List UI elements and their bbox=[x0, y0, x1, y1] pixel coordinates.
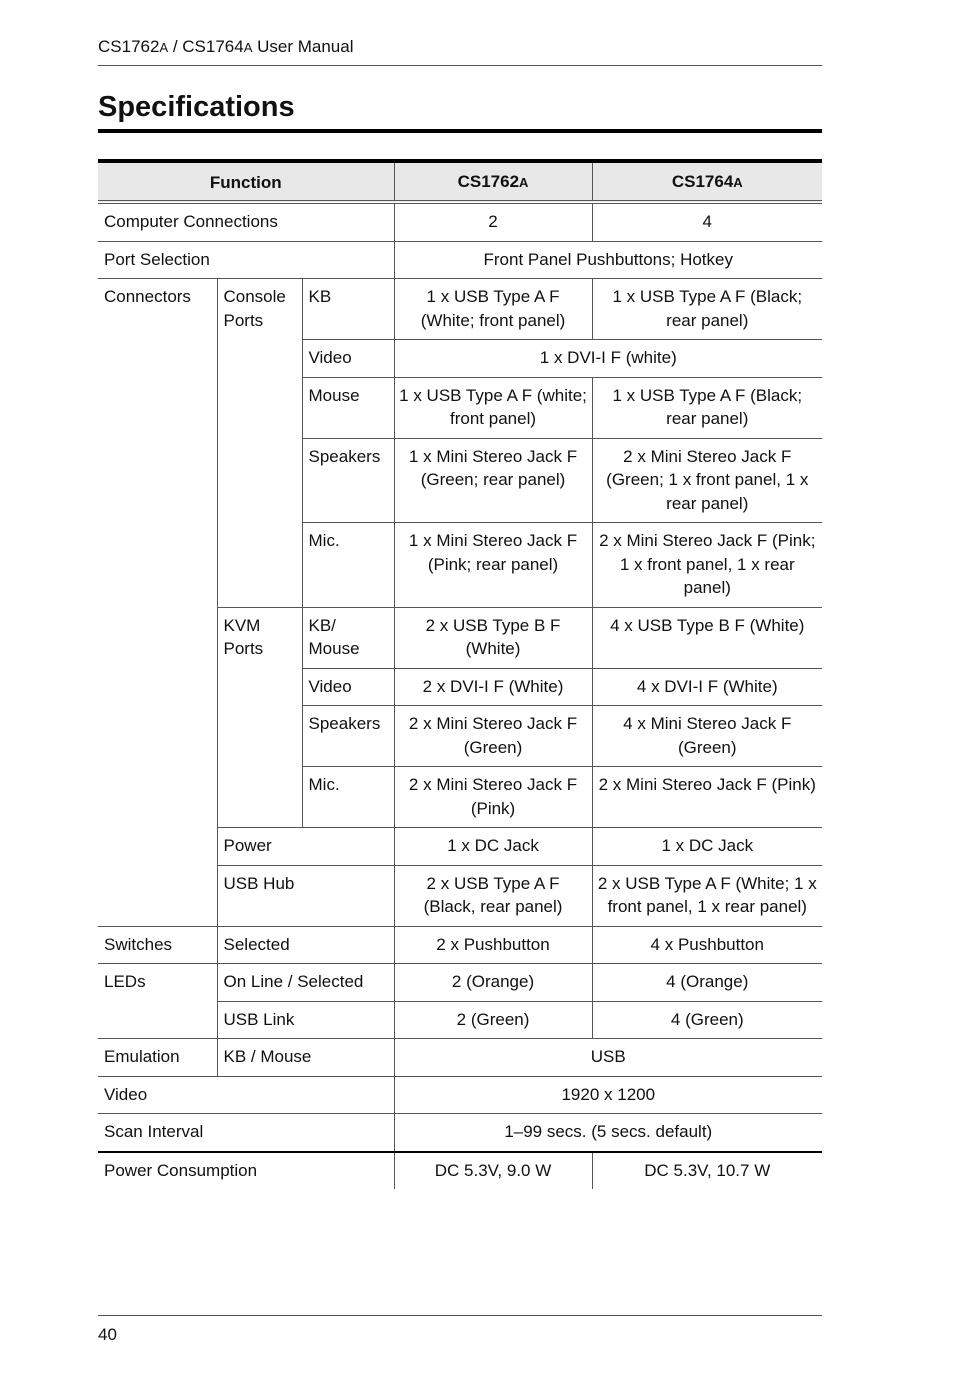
header-model-a: CS1762 bbox=[98, 37, 160, 56]
cell-port-selection: Front Panel Pushbuttons; Hotkey bbox=[394, 241, 822, 279]
cell-console-speakers-b: 2 x Mini Stereo Jack F (Green; 1 x front panel, 1 x rear panel) bbox=[592, 438, 822, 523]
cell-usb-hub-b: 2 x USB Type A F (White; 1 x front panel, 1 x rear panel) bbox=[592, 865, 822, 926]
table-row bbox=[98, 202, 822, 241]
cell-video: 1920 x 1200 bbox=[394, 1076, 822, 1114]
cell-usb-hub-a: 2 x USB Type A F (Black, rear panel) bbox=[394, 865, 592, 926]
cell-kvm-speakers-b: 4 x Mini Stereo Jack F (Green) bbox=[592, 706, 822, 767]
table-row bbox=[98, 964, 822, 1002]
header-cs1764a bbox=[592, 161, 822, 202]
row-label-computer-connections: Computer Connections bbox=[98, 202, 394, 241]
header-cs1764a-suffix: A bbox=[733, 175, 743, 191]
cell-switches-b: 4 x Pushbutton bbox=[592, 926, 822, 964]
cell-console-mouse-a: 1 x USB Type A F (white; front panel) bbox=[394, 377, 592, 438]
cell-console-mic-a: 1 x Mini Stereo Jack F (Pink; rear panel) bbox=[394, 523, 592, 608]
row-label-scan-interval: Scan Interval bbox=[98, 1114, 394, 1152]
header-cs1762a-suffix: A bbox=[519, 175, 529, 191]
sub-label-kvm-video: Video bbox=[302, 668, 394, 706]
group-label-usb-link: USB Link bbox=[217, 1001, 394, 1039]
cell-switches-a: 2 x Pushbutton bbox=[394, 926, 592, 964]
header-model-a-suffix: A bbox=[159, 40, 169, 55]
header-cs1762a-model: CS1762 bbox=[457, 172, 520, 192]
cell-scan-interval: 1–99 secs. (5 secs. default) bbox=[394, 1114, 822, 1152]
row-label-connectors: Connectors bbox=[98, 279, 217, 927]
cell-computer-connections-b: 4 bbox=[592, 202, 822, 241]
table-row bbox=[98, 1076, 822, 1114]
sub-label-console-video: Video bbox=[302, 340, 394, 378]
row-label-switches: Switches bbox=[98, 926, 217, 964]
sub-label-console-kb: KB bbox=[302, 279, 394, 340]
header-model-b-suffix: A bbox=[243, 40, 253, 55]
cell-kvm-mic-a: 2 x Mini Stereo Jack F (Pink) bbox=[394, 767, 592, 828]
cell-kvm-kb-mouse-a: 2 x USB Type B F (White) bbox=[394, 607, 592, 668]
header-cs1764a-model: CS1764 bbox=[671, 172, 734, 192]
table-row bbox=[98, 1114, 822, 1152]
cell-leds-online-a: 2 (Orange) bbox=[394, 964, 592, 1002]
group-label-online-selected: On Line / Selected bbox=[217, 964, 394, 1002]
group-label-console-ports: Console Ports bbox=[217, 279, 302, 608]
group-label-kb-mouse: KB / Mouse bbox=[217, 1039, 394, 1077]
row-label-emulation: Emulation bbox=[98, 1039, 217, 1077]
cell-kvm-kb-mouse-b: 4 x USB Type B F (White) bbox=[592, 607, 822, 668]
header-cs1762a bbox=[394, 161, 592, 202]
cell-leds-usb-link-b: 4 (Green) bbox=[592, 1001, 822, 1039]
table-row bbox=[98, 1152, 822, 1190]
sub-label-kvm-mic: Mic. bbox=[302, 767, 394, 828]
group-label-selected: Selected bbox=[217, 926, 394, 964]
running-header bbox=[98, 36, 822, 66]
cell-console-speakers-a: 1 x Mini Stereo Jack F (Green; rear panel) bbox=[394, 438, 592, 523]
cell-kvm-mic-b: 2 x Mini Stereo Jack F (Pink) bbox=[592, 767, 822, 828]
group-label-kvm-ports: KVM Ports bbox=[217, 607, 302, 828]
specifications-table bbox=[98, 159, 822, 1189]
header-function: Function bbox=[98, 161, 394, 202]
header-manual: User Manual bbox=[252, 37, 354, 56]
cell-emulation: USB bbox=[394, 1039, 822, 1077]
cell-power-a: 1 x DC Jack bbox=[394, 828, 592, 866]
cell-power-consumption-a: DC 5.3V, 9.0 W bbox=[394, 1152, 592, 1190]
cell-kvm-video-a: 2 x DVI-I F (White) bbox=[394, 668, 592, 706]
group-label-usb-hub: USB Hub bbox=[217, 865, 394, 926]
sub-label-console-speakers: Speakers bbox=[302, 438, 394, 523]
cell-console-mouse-b: 1 x USB Type A F (Black; rear panel) bbox=[592, 377, 822, 438]
table-row bbox=[98, 279, 822, 340]
table-row bbox=[98, 1039, 822, 1077]
table-row bbox=[98, 241, 822, 279]
cell-kvm-speakers-a: 2 x Mini Stereo Jack F (Green) bbox=[394, 706, 592, 767]
sub-label-console-mic: Mic. bbox=[302, 523, 394, 608]
cell-leds-online-b: 4 (Orange) bbox=[592, 964, 822, 1002]
cell-kvm-video-b: 4 x DVI-I F (White) bbox=[592, 668, 822, 706]
sub-label-kvm-speakers: Speakers bbox=[302, 706, 394, 767]
page-number: 40 bbox=[98, 1325, 117, 1344]
cell-console-kb-b: 1 x USB Type A F (Black; rear panel) bbox=[592, 279, 822, 340]
header-separator: / bbox=[168, 37, 183, 56]
cell-computer-connections-a: 2 bbox=[394, 202, 592, 241]
cell-console-mic-b: 2 x Mini Stereo Jack F (Pink; 1 x front panel, 1 x rear panel) bbox=[592, 523, 822, 608]
row-label-video: Video bbox=[98, 1076, 394, 1114]
cell-console-kb-a: 1 x USB Type A F (White; front panel) bbox=[394, 279, 592, 340]
row-label-power-consumption: Power Consumption bbox=[98, 1152, 394, 1190]
row-label-port-selection: Port Selection bbox=[98, 241, 394, 279]
table-row bbox=[98, 926, 822, 964]
header-model-b: CS1764 bbox=[182, 37, 244, 56]
row-label-leds: LEDs bbox=[98, 964, 217, 1039]
cell-power-b: 1 x DC Jack bbox=[592, 828, 822, 866]
table-header-row bbox=[98, 161, 822, 202]
page-title: Specifications bbox=[98, 88, 822, 133]
cell-power-consumption-b: DC 5.3V, 10.7 W bbox=[592, 1152, 822, 1190]
footer-rule bbox=[98, 1315, 822, 1316]
sub-label-kvm-kb-mouse: KB/ Mouse bbox=[302, 607, 394, 668]
group-label-power: Power bbox=[217, 828, 394, 866]
sub-label-console-mouse: Mouse bbox=[302, 377, 394, 438]
cell-leds-usb-link-a: 2 (Green) bbox=[394, 1001, 592, 1039]
cell-console-video: 1 x DVI-I F (white) bbox=[394, 340, 822, 378]
